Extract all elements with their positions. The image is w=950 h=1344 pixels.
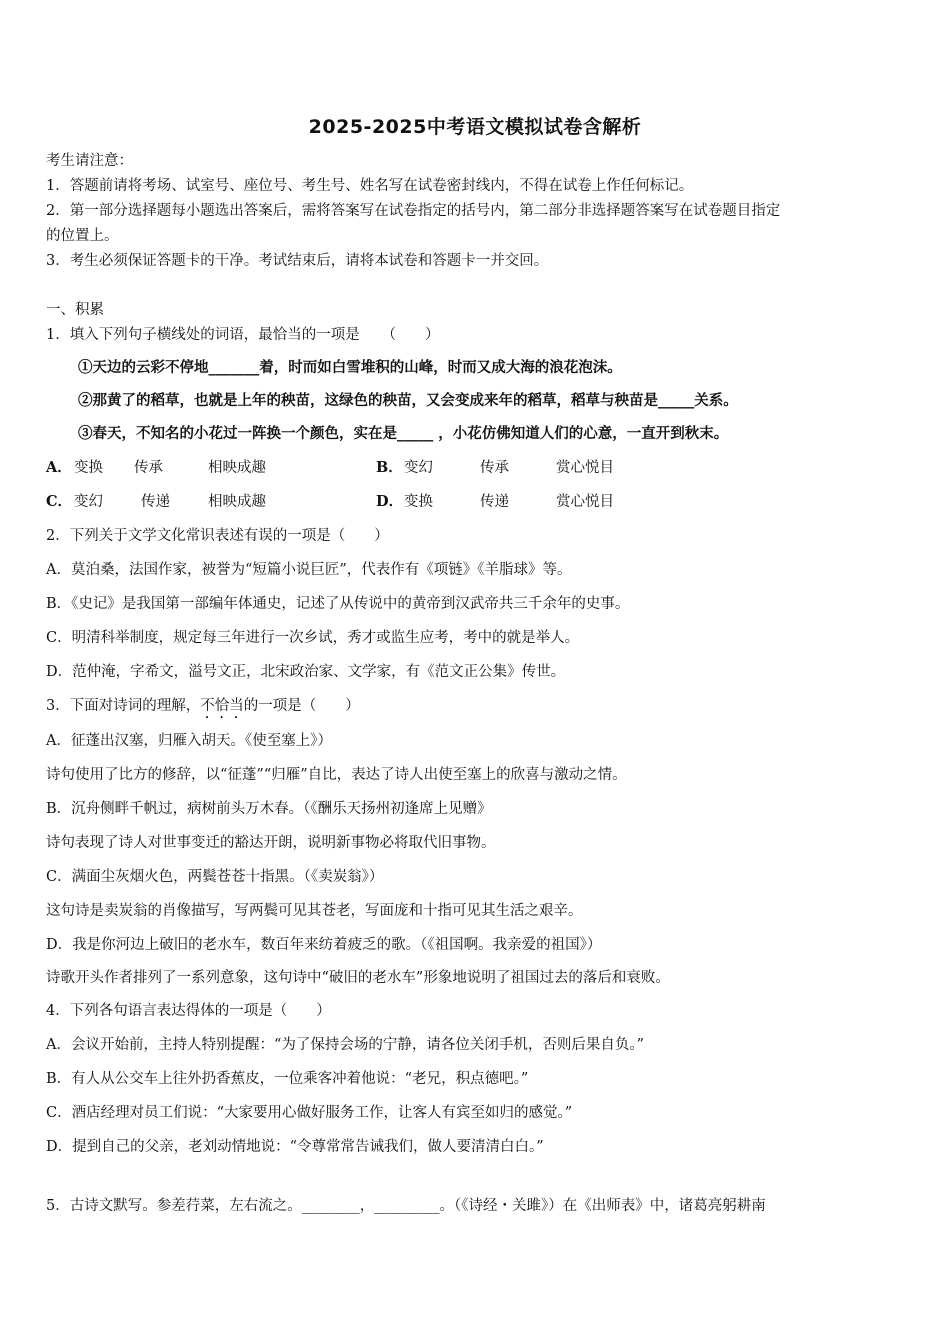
q1-sentence-2: ②那黄了的稻草，也就是上年的秧苗，这绿色的秧苗，又会变成来年的稻草，稻草与秧苗是_____关系。 <box>78 392 738 409</box>
q1-option-a-word3: 相映成趣 <box>208 460 266 476</box>
q1-option-d-letter: D． <box>376 493 404 510</box>
q1-option-b-word2: 传承 <box>480 460 509 476</box>
q2-option-c: C．明清科举制度，规定每三年进行一次乡试，秀才或监生应考，考中的就是举人。 <box>46 630 580 646</box>
q1-option-c-word3: 相映成趣 <box>208 494 266 510</box>
q2-option-b: B．《史记》是我国第一部编年体通史，记述了从传说中的黄帝到汉武帝共三千余年的史事。 <box>46 596 630 612</box>
q2-option-d: D．范仲淹，字希文，溢号文正，北宋政治家、文学家，有《范文正公集》传世。 <box>46 664 566 680</box>
q3-stem <box>46 696 360 722</box>
q1-option-d-word3: 赏心悦目 <box>556 494 614 510</box>
q1-option-c-letter: C． <box>46 493 73 510</box>
q1-option-a-letter: A． <box>46 459 72 476</box>
q1-option-row-2 <box>46 492 906 512</box>
q3-option-c: C．满面尘灰烟火色，两鬓苍苍十指黑。（《卖炭翁》） <box>46 869 384 885</box>
notice-item-2-cont: 的位置上。 <box>46 228 119 244</box>
q1-sentence-3: ③春天，不知名的小花过一阵换一个颜色，实在是_____ ，小花仿佛知道人们的心意，一直开到秋末。 <box>78 425 729 442</box>
notice-item-1: 1．答题前请将考场、试室号、座位号、考生号、姓名写在试卷密封线内，不得在试卷上作任何标记。 <box>46 178 694 194</box>
q4-stem: 4．下列各句语言表达得体的一项是（ ） <box>46 1003 331 1019</box>
q1-option-a-word2: 传承 <box>134 460 163 476</box>
q2-stem: 2．下列关于文学文化常识表述有误的一项是（ ） <box>46 528 389 544</box>
q1-option-d-word2: 传递 <box>480 494 509 510</box>
q1-option-b-word3: 赏心悦目 <box>556 460 614 476</box>
q3-stem-emphasis: 不恰当 <box>200 698 244 714</box>
q1-option-b-letter: B． <box>376 459 403 476</box>
notice-heading: 考生请注意： <box>46 153 133 169</box>
q1-option-c-word2: 传递 <box>141 494 170 510</box>
q1-stem: 1．填入下列句子横线处的词语，最恰当的一项是 （ ） <box>46 327 440 343</box>
q5-stem: 5．古诗文默写。参差荇菜，左右流之。________，_________。（《诗经・关雎》）在《出师表》中，诸葛亮躬耕南 <box>46 1198 766 1214</box>
q1-option-c-word1: 变幻 <box>74 494 103 510</box>
q3-stem-post: 的一项是（ ） <box>243 698 360 714</box>
page-title: 2025-2025中考语文模拟试卷含解析 <box>308 116 642 138</box>
q3-option-d-explanation: 诗歌开头作者排列了一系列意象，这句诗中“破旧的老水车”形象地说明了祖国过去的落后和衰败。 <box>46 970 670 986</box>
q1-option-row-1 <box>46 458 906 478</box>
q3-option-b-explanation: 诗句表现了诗人对世事变迁的豁达开朗，说明新事物必将取代旧事物。 <box>46 835 496 851</box>
q4-option-a: A．会议开始前，主持人特别提醒：“为了保持会场的宁静，请各位关闭手机，否则后果自负。” <box>46 1037 645 1053</box>
q1-sentence-1: ①天边的云彩不停地_______着，时而如白雪堆积的山峰，时而又成大海的浪花泡沫。 <box>78 359 622 376</box>
q3-stem-pre: 3．下面对诗词的理解， <box>46 698 201 714</box>
q4-option-b: B．有人从公交车上往外扔香蕉皮，一位乘客冲着他说：“老兄，积点德吧。” <box>46 1071 529 1087</box>
q4-option-c: C．酒店经理对员工们说：“大家要用心做好服务工作，让客人有宾至如归的感觉。” <box>46 1105 573 1121</box>
q2-option-a: A．莫泊桑，法国作家，被誉为“短篇小说巨匠”，代表作有《项链》《羊脂球》等。 <box>46 562 572 578</box>
q3-option-a: A．征蓬出汉塞，归雁入胡天。《使至塞上》） <box>46 733 332 749</box>
q3-option-b: B．沉舟侧畔千帆过，病树前头万木春。（《酬乐天扬州初逢席上见赠》 <box>46 801 492 817</box>
q1-option-b-word1: 变幻 <box>404 460 433 476</box>
notice-item-3: 3．考生必须保证答题卡的干净。考试结束后，请将本试卷和答题卡一并交回。 <box>46 253 549 269</box>
q3-option-a-explanation: 诗句使用了比方的修辞，以“征蓬”“归雁”自比，表达了诗人出使至塞上的欣喜与激动之情。 <box>46 767 627 783</box>
q3-option-c-explanation: 这句诗是卖炭翁的肖像描写，写两鬓可见其苍老，写面庞和十指可见其生活之艰辛。 <box>46 903 583 919</box>
q1-option-d-word1: 变换 <box>404 494 433 510</box>
q1-option-a-word1: 变换 <box>74 460 103 476</box>
q4-option-d: D．提到自己的父亲，老刘动情地说：“令尊常常告诫我们，做人要清清白白。” <box>46 1139 544 1155</box>
q3-option-d: D．我是你河边上破旧的老水车，数百年来纺着疲乏的歌。（《祖国啊。我亲爱的祖国》） <box>46 937 602 953</box>
notice-item-2: 2．第一部分选择题每小题选出答案后，需将答案写在试卷指定的括号内，第二部分非选择题答案写在试卷题目指定 <box>46 203 781 219</box>
section-heading: 一、积累 <box>46 302 104 318</box>
